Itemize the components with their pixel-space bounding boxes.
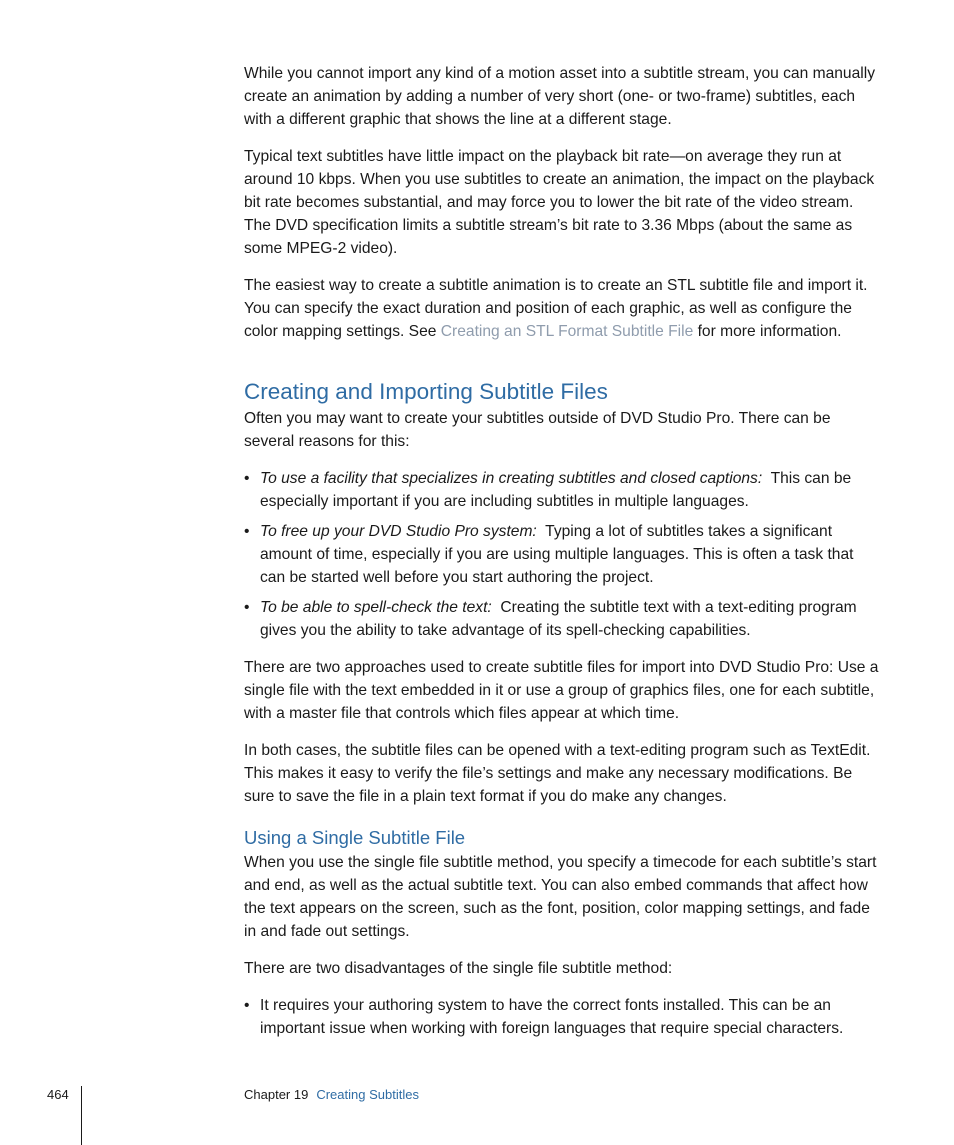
list-item bbox=[244, 467, 880, 513]
stl-text-after: for more information. bbox=[693, 323, 842, 340]
bullet-icon: • bbox=[244, 599, 250, 616]
paragraph-stl-animation bbox=[244, 274, 880, 343]
paragraph-two-approaches: There are two approaches used to create subtitle files for import into DVD Studio Pro: Use a single file with the text embedded in it or use a group of graphics files, one for each subtitle, with a master file that controls which files appear at which time. bbox=[244, 659, 879, 722]
list-item bbox=[244, 520, 880, 589]
list-item-text: Creating the subtitle text with a text-editing program gives you the ability to take advantage of its spell-checking capabilities. bbox=[260, 599, 857, 639]
footer-divider bbox=[81, 1086, 82, 1145]
list-item-lead: To be able to spell-check the text: bbox=[260, 599, 492, 616]
bullet-icon: • bbox=[244, 997, 250, 1014]
reasons-list bbox=[244, 467, 880, 642]
chapter-title-link[interactable]: Creating Subtitles bbox=[316, 1087, 419, 1102]
stl-text-before: The easiest way to create a subtitle animation is to create an STL subtitle file and import it. You can specify the exact duration and position of each graphic, as well as configure the color mapping settings. See bbox=[244, 277, 868, 340]
page-body bbox=[244, 62, 880, 1054]
paragraph-disadvantages: There are two disadvantages of the single file subtitle method: bbox=[244, 960, 673, 977]
list-item-text: This can be especially important if you are including subtitles in multiple languages. bbox=[260, 470, 852, 510]
paragraph-both-cases: In both cases, the subtitle files can be opened with a text-editing program such as TextEdit. This makes it easy to verify the file’s settings and make any necessary modifications. Be sure to save the file in a plain text format if you do make any changes. bbox=[244, 742, 871, 805]
list-item-text: It requires your authoring system to have the correct fonts installed. This can be an important issue when working with foreign languages that require special characters. bbox=[260, 997, 844, 1037]
list-item bbox=[244, 994, 880, 1040]
list-item bbox=[244, 596, 880, 642]
paragraph-single-file-method: When you use the single file subtitle method, you specify a timecode for each subtitle’s start and end, as well as the actual subtitle text. You can also embed commands that affect how the text appears on the screen, such as the font, position, color mapping settings, and fade in and fade out settings. bbox=[244, 854, 877, 940]
section-heading-creating-importing: Creating and Importing Subtitle Files bbox=[244, 379, 608, 404]
list-item-text: Typing a lot of subtitles takes a significant amount of time, especially if you are using multiple languages. This is often a task that can be started well before you start authoring the project. bbox=[260, 523, 854, 586]
page-footer bbox=[0, 1086, 954, 1145]
paragraph-intro: Often you may want to create your subtitles outside of DVD Studio Pro. There can be several reasons for this: bbox=[244, 410, 831, 450]
stl-format-link[interactable]: Creating an STL Format Subtitle File bbox=[440, 323, 694, 340]
bullet-icon: • bbox=[244, 523, 250, 540]
paragraph-motion-asset: While you cannot import any kind of a motion asset into a subtitle stream, you can manually create an animation by adding a number of very short (one- or two-frame) subtitles, each with a different graphic that shows the line at a different stage. bbox=[244, 65, 875, 128]
disadvantages-list bbox=[244, 994, 880, 1040]
paragraph-bit-rate: Typical text subtitles have little impact on the playback bit rate—on average they run at around 10 kbps. When you use subtitles to create an animation, the impact on the playback bit rate becomes substantial, and may force you to lower the bit rate of the video stream. The DVD specification limits a subtitle stream’s bit rate to 3.36 Mbps (about the same as some MPEG-2 video). bbox=[244, 148, 875, 257]
bullet-icon: • bbox=[244, 470, 250, 487]
page-number: 464 bbox=[47, 1087, 69, 1102]
list-item-lead: To free up your DVD Studio Pro system: bbox=[260, 523, 537, 540]
list-item-lead: To use a facility that specializes in creating subtitles and closed captions: bbox=[260, 470, 763, 487]
section-heading-single-subtitle-file: Using a Single Subtitle File bbox=[244, 827, 466, 848]
chapter-reference bbox=[244, 1087, 419, 1102]
chapter-label: Chapter 19 bbox=[244, 1087, 309, 1102]
